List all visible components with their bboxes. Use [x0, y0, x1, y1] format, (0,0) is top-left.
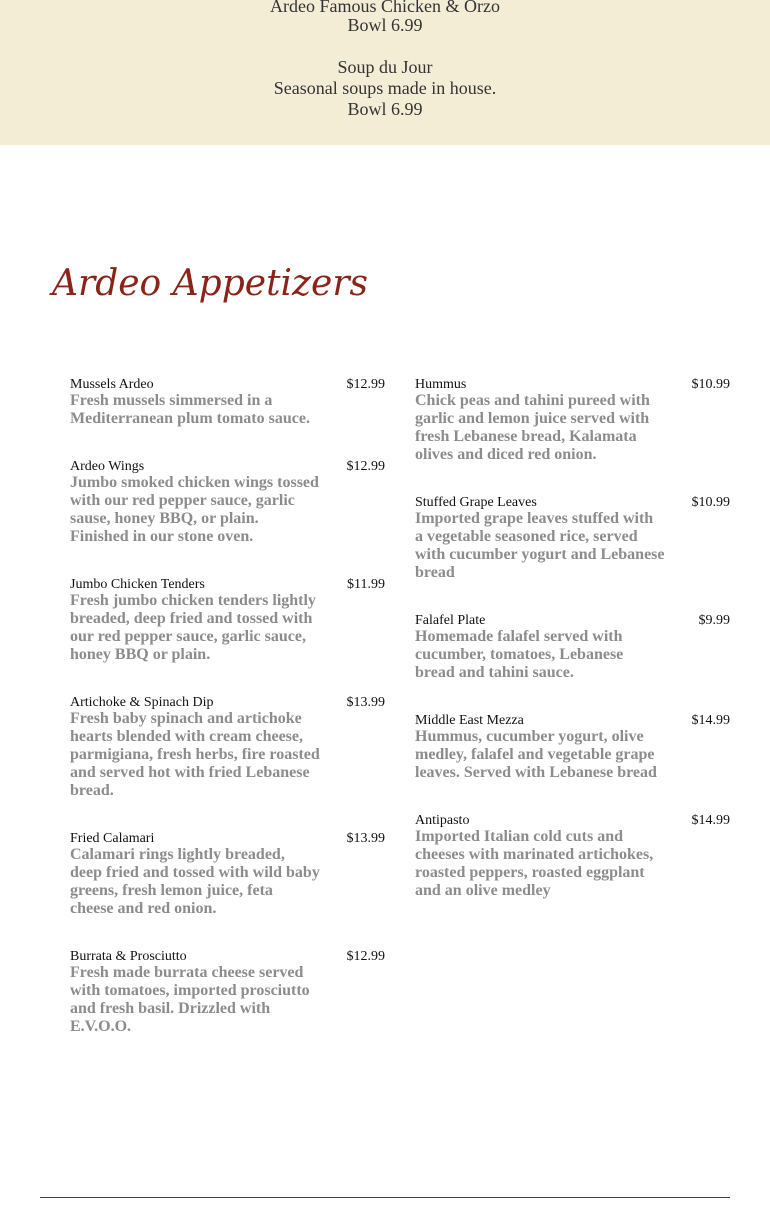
item-description: Chick peas and tahini pureed with garlic and lemon juice served with fresh Lebanese bread, Kalamata olives and diced red onion. — [415, 392, 650, 463]
item-description: Jumbo smoked chicken wings tossed with our red pepper sauce, garlic sause, honey BBQ, or plain. Finished in our stone oven. — [70, 474, 319, 545]
section-title: Ardeo Appetizers — [52, 263, 369, 304]
item-name: Stuffed Grape Leaves — [415, 495, 537, 510]
item-name: Hummus — [415, 377, 467, 392]
soup-name: Ardeo Famous Chicken & Orzo — [270, 0, 500, 16]
item-name: Ardeo Wings — [70, 459, 145, 474]
soup-price: Bowl 6.99 — [347, 15, 423, 35]
item-price: $9.99 — [698, 613, 730, 628]
item-name: Antipasto — [415, 813, 470, 828]
soup-price: Bowl 6.99 — [347, 99, 423, 119]
item-name: Artichoke & Spinach Dip — [70, 695, 214, 710]
item-description: Fresh mussels simmersed in a Mediterranean plum tomato sauce. — [70, 392, 310, 427]
item-name: Jumbo Chicken Tenders — [70, 577, 205, 592]
item-price: $10.99 — [691, 495, 730, 510]
item-price: $13.99 — [346, 695, 385, 710]
item-description: Imported Italian cold cuts and cheeses with marinated artichokes, roasted peppers, roasted eggplant and an olive medley — [415, 828, 654, 899]
footer-divider — [40, 1197, 730, 1198]
item-price: $10.99 — [691, 377, 730, 392]
item-description: Calamari rings lightly breaded, deep fried and tossed with wild baby greens, fresh lemon juice, feta cheese and red onion. — [70, 846, 320, 917]
item-name: Middle East Mezza — [415, 713, 524, 728]
item-name: Mussels Ardeo — [70, 377, 154, 392]
item-description: Fresh baby spinach and artichoke hearts blended with cream cheese, parmigiana, fresh herbs, fire roasted and served hot with fried Lebanese bread. — [70, 710, 320, 799]
soup-description: Seasonal soups made in house. — [273, 78, 497, 98]
item-description: Hummus, cucumber yogurt, olive medley, falafel and vegetable grape leaves. Served with Lebanese bread — [415, 728, 657, 781]
item-description: Imported grape leaves stuffed with a vegetable seasoned rice, served with cucumber yogurt and Lebanese bread — [415, 510, 665, 581]
soup-section — [0, 0, 770, 145]
item-name: Burrata & Prosciutto — [70, 949, 187, 964]
item-price: $12.99 — [346, 949, 385, 964]
item-price: $11.99 — [347, 577, 385, 592]
soup-name: Soup du Jour — [337, 57, 433, 77]
item-price: $14.99 — [691, 813, 730, 828]
item-price: $12.99 — [346, 377, 385, 392]
item-description: Fresh jumbo chicken tenders lightly breaded, deep fried and tossed with our red pepper sauce, garlic sauce, honey BBQ or plain. — [70, 592, 316, 663]
item-price: $14.99 — [691, 713, 730, 728]
item-name: Falafel Plate — [415, 613, 486, 628]
item-price: $12.99 — [346, 459, 385, 474]
item-price: $13.99 — [346, 831, 385, 846]
item-description: Homemade falafel served with cucumber, tomatoes, Lebanese bread and tahini sauce. — [415, 628, 624, 681]
item-name: Fried Calamari — [70, 831, 155, 846]
item-description: Fresh made burrata cheese served with tomatoes, imported prosciutto and fresh basil. Drizzled with E.V.O.O. — [70, 964, 310, 1035]
